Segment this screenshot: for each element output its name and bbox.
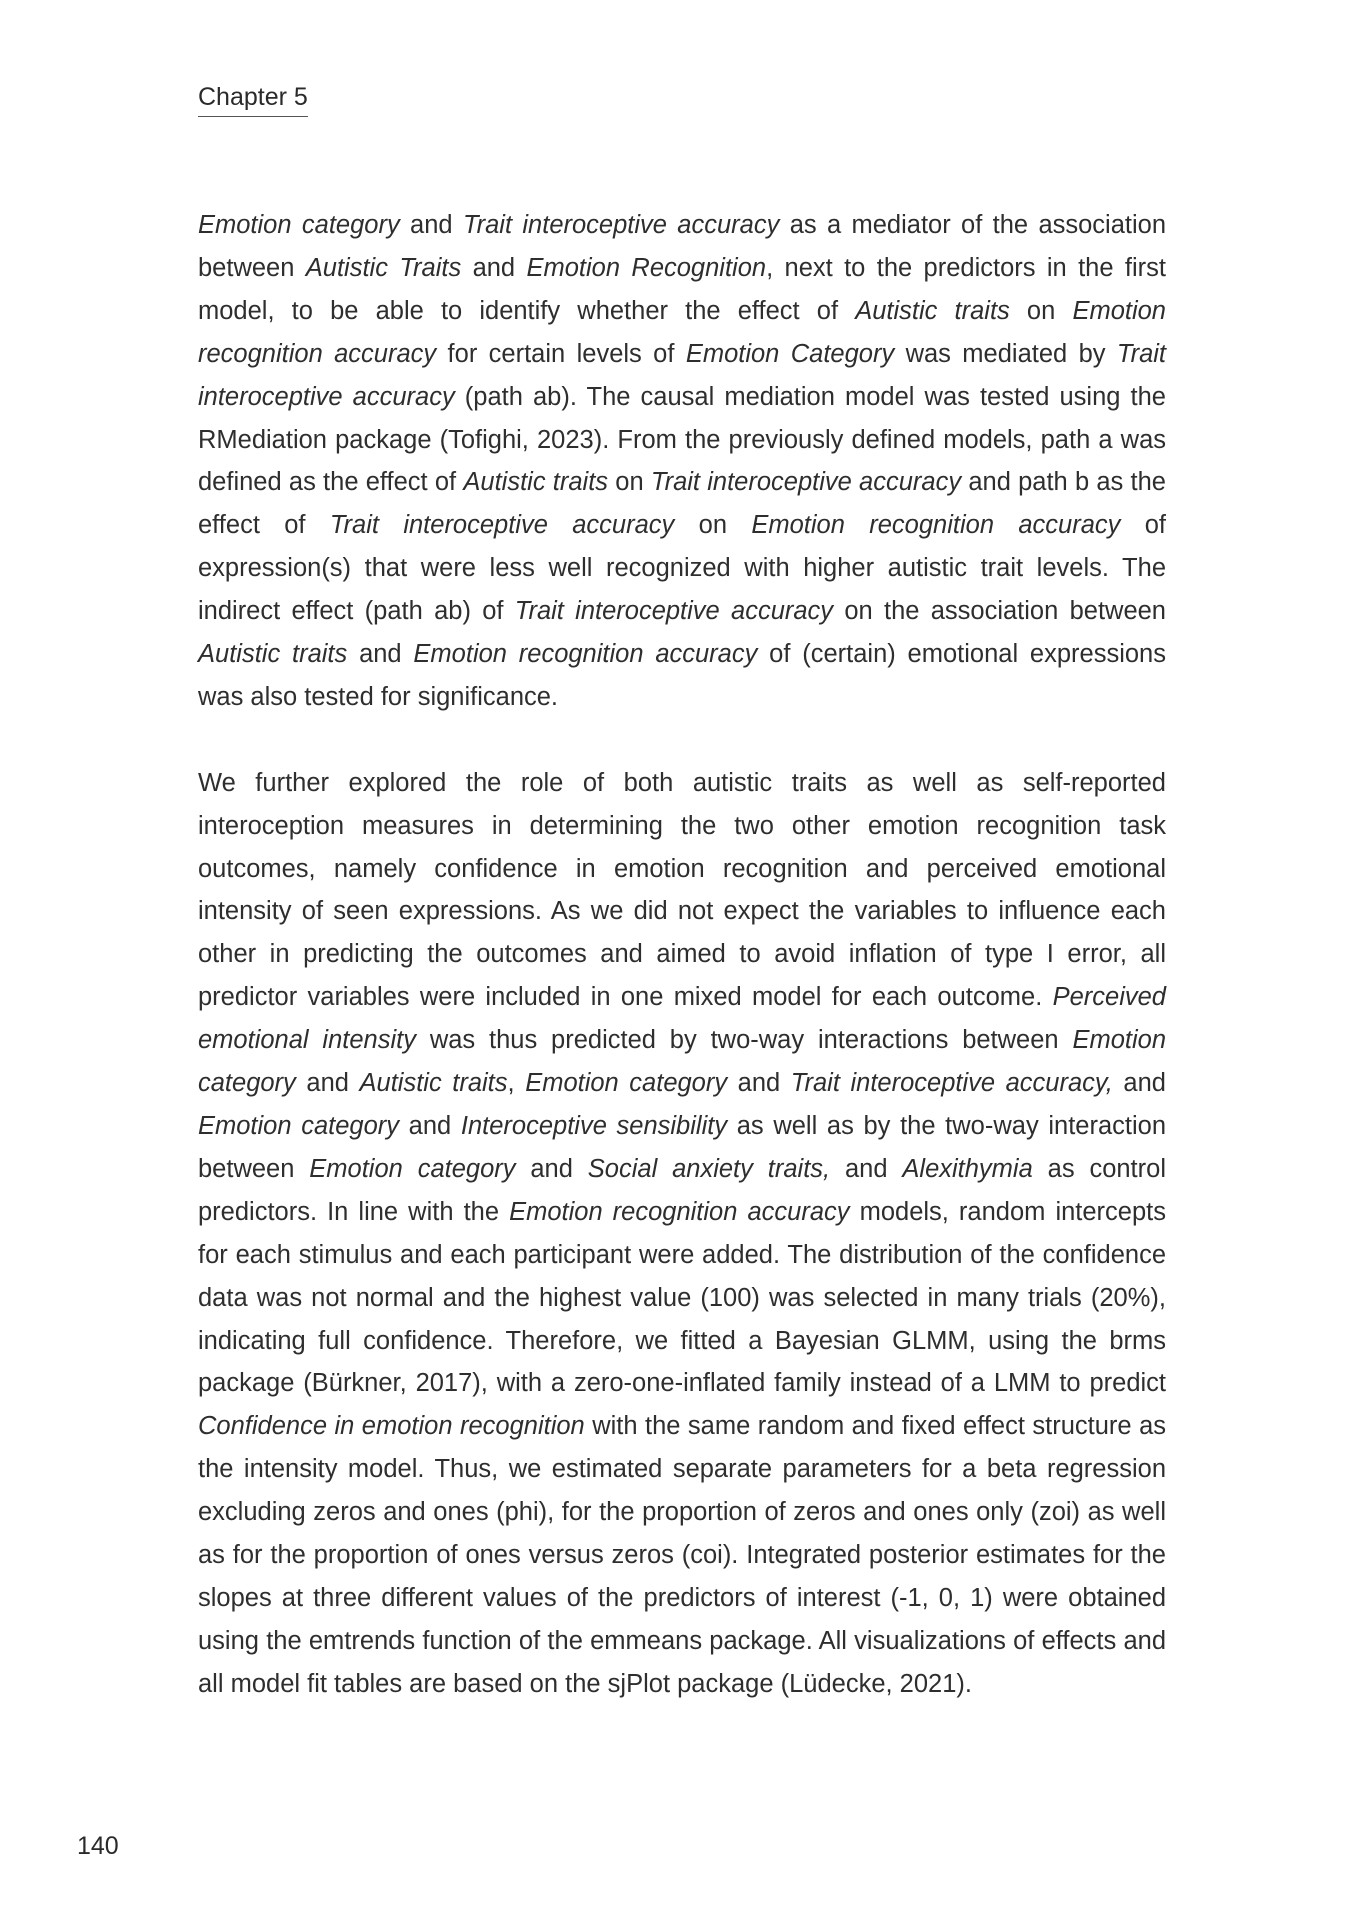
text-run: and xyxy=(399,1112,461,1141)
text-run: We further explored the role of both autistic traits as well as self-reported interoception measures in determining the two other emotion recognition task outcomes, namely confidence in emotion recognition and perceived emotional intensity of seen expressions. As we did not expect the variables to influence each other in predicting the outcomes and aimed to avoid inflation of type I error, all predictor variables were included in one mixed model for each outcome. xyxy=(198,768,1166,1012)
italic-term: Emotion Recognition xyxy=(526,253,767,282)
text-run: on xyxy=(674,511,752,540)
paragraph-1 xyxy=(198,204,1166,719)
italic-term: Trait interoceptive accuracy xyxy=(198,339,1166,411)
text-run: as well as by the two-way interaction between xyxy=(198,1112,1167,1183)
italic-term: Autistic traits xyxy=(855,296,1010,325)
text-run: and path b as the effect of xyxy=(198,468,1166,540)
italic-term: Trait interoceptive accuracy xyxy=(514,597,834,626)
text-run: with the same random and fixed effect structure as the intensity model. Thus, we estimated separate parameters for a beta regression excluding zeros and ones (phi), for the proportion of zeros and ones only (zoi) as well as for the proportion of ones versus zeros (coi). Integrated posterior estimates for the slopes at three different values of the predictors of interest (-1, 0, 1) were obtained using the emtrends function of the emmeans package. All visualizations of effects and all model fit tables are based on the sjPlot package (Lüdecke, 2021). xyxy=(198,1412,1167,1698)
italic-term: Trait interoceptive accuracy, xyxy=(790,1069,1113,1098)
italic-term: Autistic traits xyxy=(359,1069,508,1098)
italic-term: Emotion recognition accuracy xyxy=(751,511,1121,540)
text-run: and xyxy=(515,1154,588,1183)
body-text xyxy=(198,204,1166,1706)
text-run: and xyxy=(461,253,527,282)
italic-term: Emotion category xyxy=(198,1026,1167,1098)
paragraph-2 xyxy=(198,762,1166,1706)
italic-term: Trait interoceptive accuracy xyxy=(329,511,675,540)
text-run: (path ab). The causal mediation model was tested using the RMediation package (Tofighi, 2023). From the previously defined models, path a was defined as the effect of xyxy=(198,382,1166,497)
italic-term: Autistic Traits xyxy=(305,253,462,282)
italic-term: Emotion recognition accuracy xyxy=(509,1197,850,1226)
text-run: and xyxy=(1112,1069,1166,1098)
text-run: and xyxy=(295,1069,360,1098)
italic-term: Alexithymia xyxy=(902,1154,1033,1183)
italic-term: Autistic traits xyxy=(463,468,609,497)
text-run: was mediated by xyxy=(894,339,1117,368)
text-run: and xyxy=(399,211,463,239)
italic-term: Emotion category xyxy=(198,211,400,239)
italic-term: Trait interoceptive accuracy xyxy=(462,211,780,239)
text-run: and xyxy=(830,1154,903,1183)
text-run: of expression(s) that were less well recognized with higher autistic trait levels. The indirect effect (path ab) of xyxy=(198,511,1167,626)
text-run: on xyxy=(608,468,651,497)
italic-term: Emotion category xyxy=(525,1069,728,1098)
text-run: models, random intercepts for each stimulus and each participant were added. The distribution of the confidence data was not normal and the highest value (100) was selected in many trials (20%), indicating full confidence. Therefore, we fitted a Bayesian GLMM, using the brms package (Bürkner, 2017), with a zero-one-inflated family instead of a LMM to predict xyxy=(198,1197,1166,1398)
text-run: and xyxy=(347,640,414,669)
text-run: as a mediator of the association between xyxy=(198,211,1167,282)
italic-term: Trait interoceptive accuracy xyxy=(650,468,962,497)
italic-term: Emotion category xyxy=(198,1112,400,1141)
italic-term: Interoceptive sensibility xyxy=(460,1112,728,1141)
page-number: 140 xyxy=(77,1832,119,1860)
italic-term: Emotion recognition accuracy xyxy=(413,640,758,669)
text-run: for certain levels of xyxy=(436,339,686,368)
italic-term: Social anxiety traits, xyxy=(587,1154,831,1183)
italic-term: Emotion recognition accuracy xyxy=(198,296,1166,368)
chapter-header: Chapter 5 xyxy=(198,82,308,117)
text-run: , next to the predictors in the first model, to be able to identify whether the effect of xyxy=(198,253,1166,325)
italic-term: Confidence in emotion recognition xyxy=(198,1412,585,1441)
text-run: on the association between xyxy=(833,597,1166,626)
italic-term: Emotion Category xyxy=(685,339,895,368)
text-run: of (certain) emotional expressions was also tested for significance. xyxy=(198,640,1166,711)
italic-term: Autistic traits xyxy=(198,640,348,669)
text-run: on xyxy=(1009,296,1073,325)
text-run: , xyxy=(507,1069,526,1098)
italic-term: Emotion category xyxy=(309,1154,516,1183)
italic-term: Perceived emotional intensity xyxy=(198,983,1166,1055)
text-run: and xyxy=(727,1069,791,1098)
text-run: was thus predicted by two-way interactions between xyxy=(415,1026,1073,1055)
text-run: as control predictors. In line with the xyxy=(198,1154,1166,1226)
